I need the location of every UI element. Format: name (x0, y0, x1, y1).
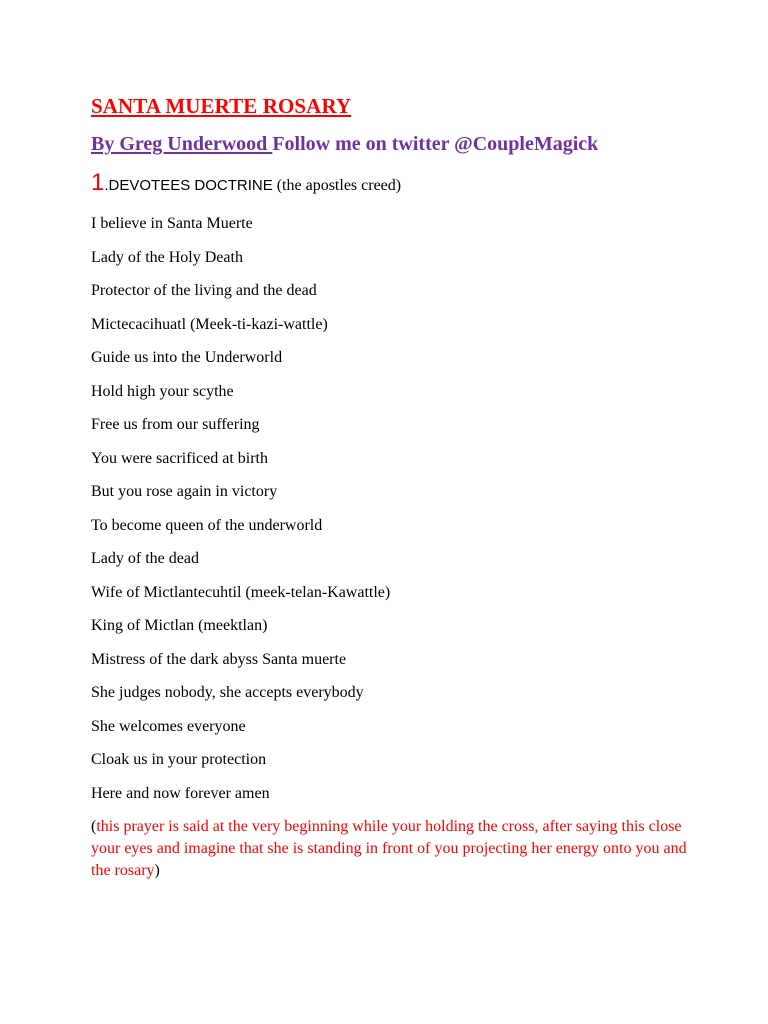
prayer-lines (91, 210, 390, 813)
prayer-line: Free us from our suffering (91, 416, 260, 433)
prayer-line: Protector of the living and the dead (91, 282, 317, 299)
prayer-line: She welcomes everyone (91, 717, 246, 735)
note-close-paren: ) (154, 862, 160, 879)
prayer-line: To become queen of the underworld (91, 516, 323, 534)
prayer-line: Mistress of the dark abyss Santa muerte (91, 650, 347, 668)
section-label: DEVOTEES DOCTRINE (108, 177, 273, 194)
section-subtitle: (the apostles creed) (272, 177, 402, 194)
prayer-line: I believe in Santa Muerte (91, 215, 253, 232)
prayer-line: Lady of the dead (91, 550, 199, 567)
document-title: SANTA MUERTE ROSARY (91, 94, 352, 118)
prayer-line: Hold high your scythe (91, 382, 234, 400)
prayer-line: You were sacrificed at birth (91, 449, 268, 467)
section-number: 1 (91, 169, 105, 196)
twitter-follow-text: Follow me on twitter @CoupleMagick (272, 133, 599, 155)
prayer-line: Guide us into the Underworld (91, 349, 283, 366)
prayer-line: She judges nobody, she accepts everybody (91, 684, 364, 701)
prayer-line: Mictecacihuatl (Meek-ti-kazi-wattle) (91, 315, 328, 333)
author-link[interactable]: By Greg Underwood (91, 133, 273, 155)
prayer-line: Here and now forever amen (91, 784, 270, 802)
note-open-paren: ( (91, 818, 97, 835)
byline (91, 133, 598, 156)
section-dot: . (104, 177, 109, 194)
prayer-line: Lady of the Holy Death (91, 248, 243, 266)
section-heading (91, 169, 401, 197)
prayer-line: But you rose again in victory (91, 483, 278, 500)
prayer-line: Cloak us in your protection (91, 751, 267, 768)
prayer-line: Wife of Mictlantecuhtil (meek-telan-Kawattle) (91, 583, 391, 601)
prayer-instruction-note (91, 816, 691, 882)
note-text: this prayer is said at the very beginning while your holding the cross, after saying this close your eyes and imagine that she is standing in front of you projecting her energy onto you and the rosary (91, 818, 687, 879)
prayer-line: King of Mictlan (meektlan) (91, 617, 268, 634)
